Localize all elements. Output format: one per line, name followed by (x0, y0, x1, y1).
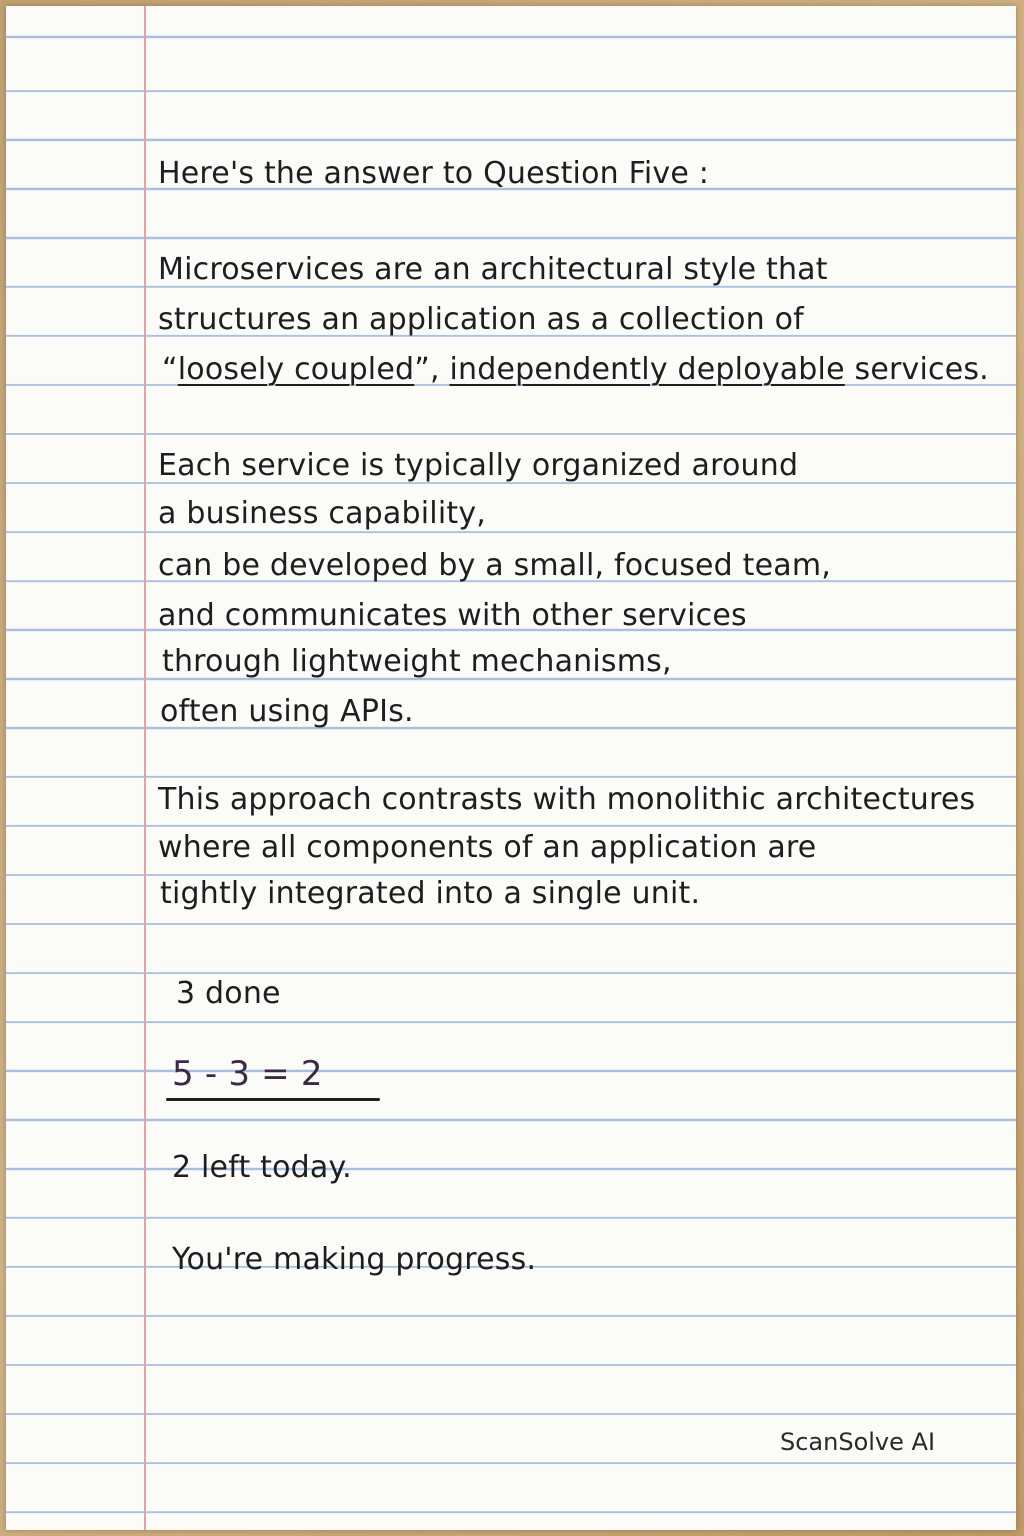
tally-equation: 5 - 3 = 2 (172, 1054, 323, 1094)
para3-line2: where all components of an application are (158, 830, 817, 865)
para1-line1: Microservices are an architectural style that (158, 252, 828, 287)
para3-line3: tightly integrated into a single unit. (160, 876, 701, 911)
para3-line1: This approach contrasts with monolithic architectures (158, 782, 976, 817)
signature: ScanSolve AI (780, 1428, 936, 1456)
para2-line2: a business capability, (158, 496, 487, 531)
para2-line5: through lightweight mechanisms, (162, 644, 672, 679)
services-text: services. (844, 352, 989, 387)
tally-done: 3 done (176, 976, 281, 1011)
lined-paper (6, 6, 1016, 1530)
tally-left: 2 left today. (172, 1150, 352, 1185)
quote-open: “ (162, 352, 178, 387)
margin-line (144, 6, 146, 1530)
loosely-coupled-underlined: loosely coupled (177, 352, 415, 387)
independently-deployable-underlined: independently deployable (449, 352, 845, 387)
para1-line2: structures an application as a collection of (158, 302, 804, 337)
intro-line: Here's the answer to Question Five : (158, 156, 710, 191)
para2-line1: Each service is typically organized around (158, 448, 799, 483)
tally-encouragement: You're making progress. (172, 1242, 537, 1277)
quote-close: ”, (414, 352, 450, 387)
para1-line3 (162, 346, 989, 394)
para2-line4: and communicates with other services (158, 598, 747, 633)
equation-underline (166, 1098, 380, 1101)
para2-line3: can be developed by a small, focused team, (158, 548, 832, 583)
para2-line6: often using APIs. (160, 694, 414, 729)
